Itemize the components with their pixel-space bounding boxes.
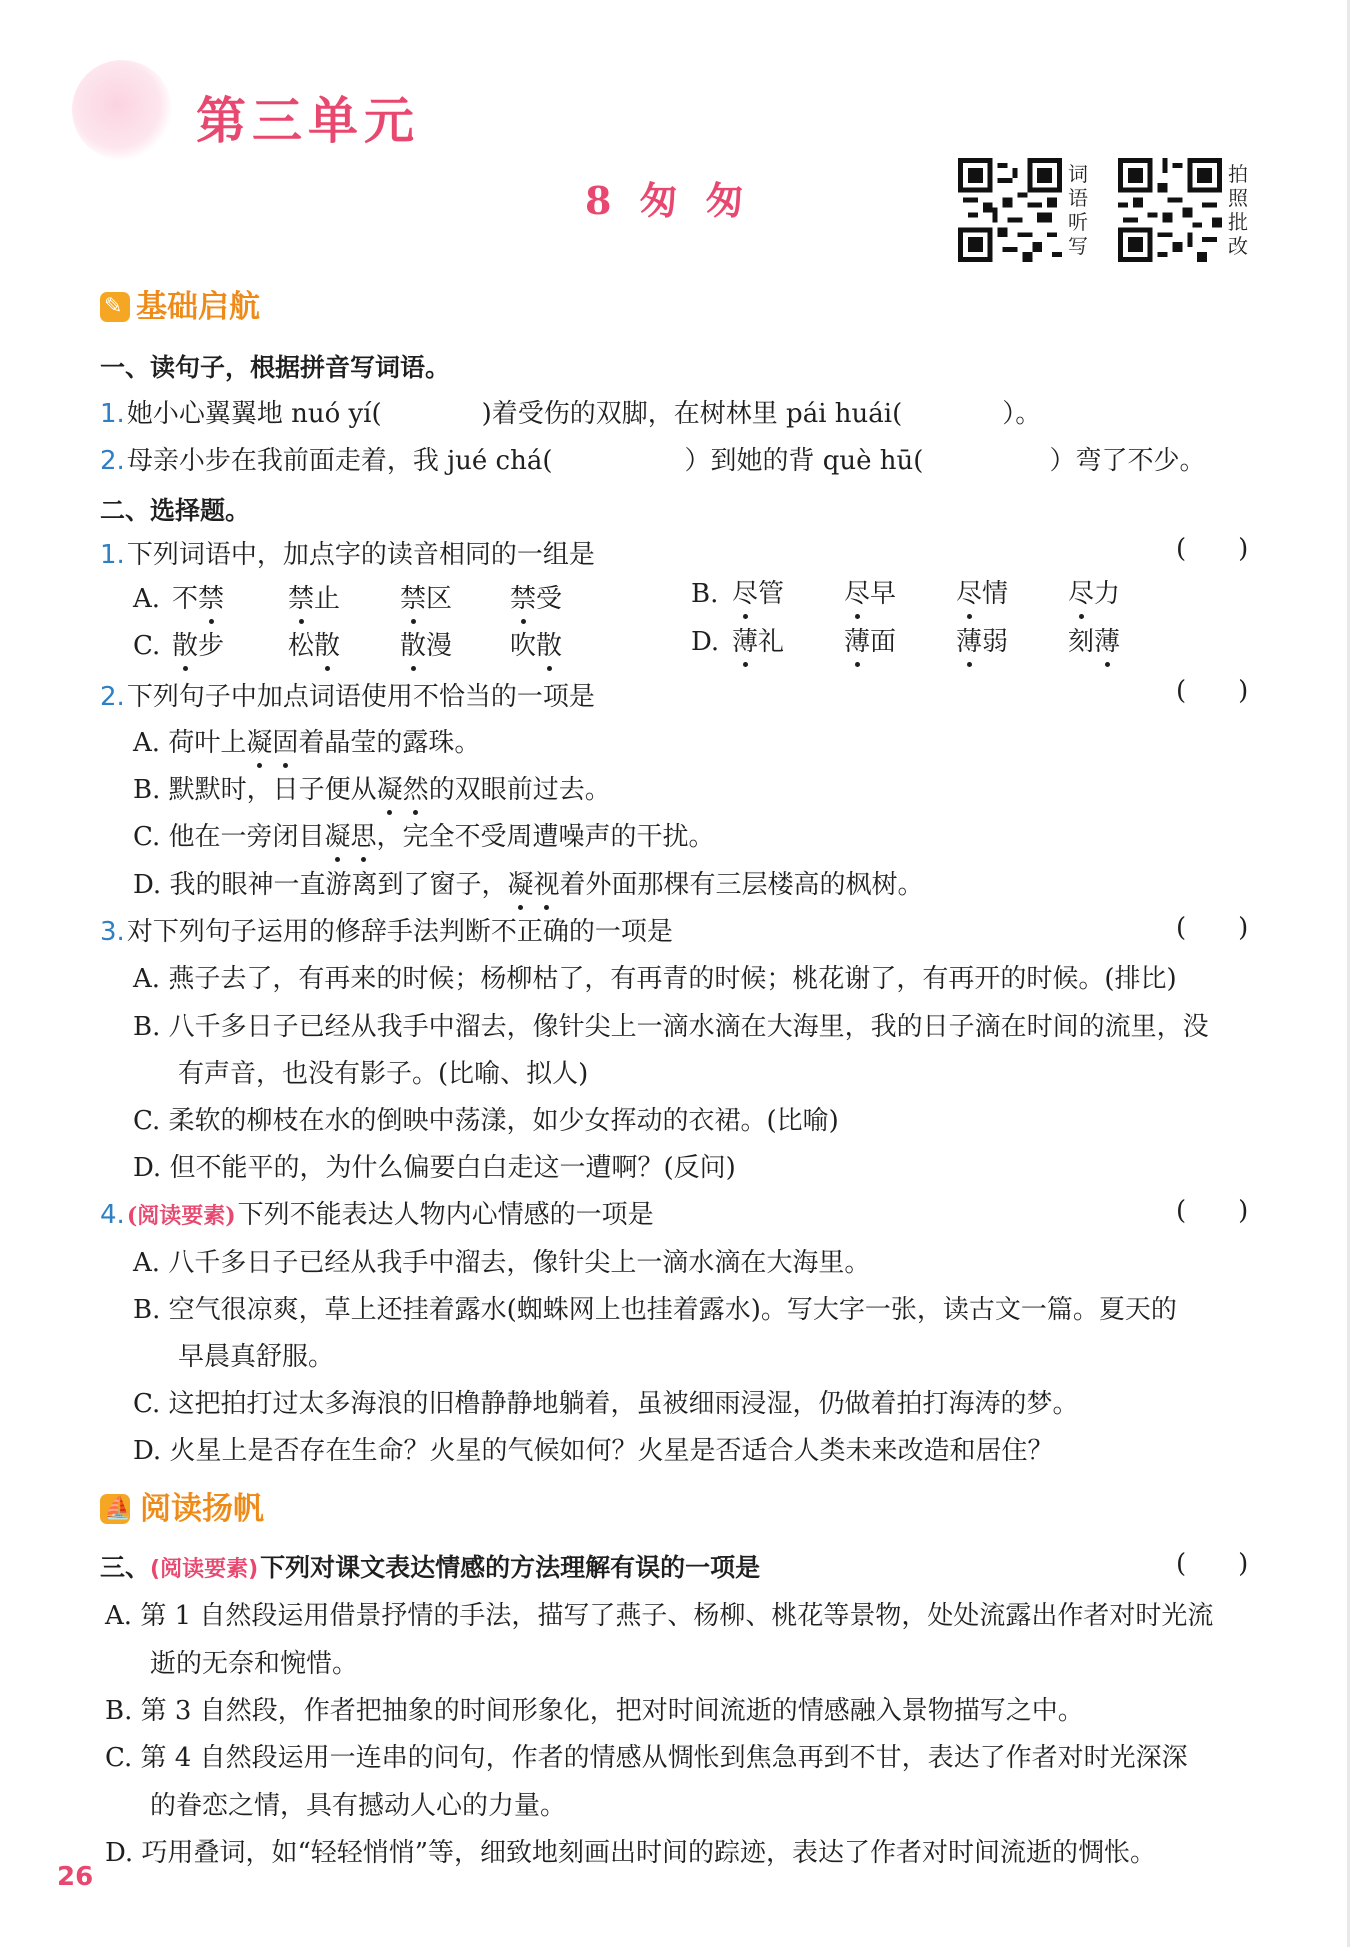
option-b[interactable]: B. 默默时，日子便从凝然的双眼前过去。 <box>133 775 611 805</box>
option-word: 薄礼 <box>732 627 785 657</box>
option-word: 不禁 <box>172 584 225 614</box>
section-reading-title: 阅读扬帆 <box>140 1491 264 1527</box>
option-word: 散漫 <box>400 631 453 661</box>
question-3-title: 三、(阅读要素)下列对课文表达情感的方法理解有误的一项是 <box>100 1553 761 1582</box>
option-c-continued: 的眷恋之情，具有撼动人心的力量。 <box>150 1791 567 1821</box>
option-a-continued: 逝的无奈和惋惜。 <box>150 1649 359 1679</box>
option-b[interactable]: B. 八千多日子已经从我手中溜去，像针尖上一滴水滴在大海里，我的日子滴在时间的流里，没 <box>133 1012 1209 1042</box>
answer-paren[interactable]: ( ) <box>1176 1549 1249 1579</box>
option-word: 禁区 <box>400 584 453 614</box>
option-c[interactable]: C. 他在一旁闭目凝思，完全不受周遭噪声的干扰。 <box>133 822 715 852</box>
lesson-title-char: 匆 <box>639 178 680 223</box>
answer-paren[interactable]: ( ) <box>1176 534 1249 564</box>
option-c[interactable]: C. 这把拍打过太多海浪的旧橹静静地躺着，虽被细雨浸湿，仍做着拍打海涛的梦。 <box>133 1389 1079 1419</box>
option-a[interactable]: A. 燕子去了，有再来的时候；杨柳枯了，有再青的时候；桃花谢了，有再开的时候。(排比) <box>133 964 1177 994</box>
question-2-2-stem: 2.下列句子中加点词语使用不恰当的一项是 <box>100 682 595 712</box>
qr-label-dictation: 词 语 听 写 <box>1068 162 1088 258</box>
option-word: 薄面 <box>844 627 897 657</box>
lesson-title <box>585 178 746 223</box>
option-word: 吹散 <box>510 631 563 661</box>
option-d[interactable]: D. 我的眼神一直游离到了窗子，凝视着外面那棵有三层楼高的枫树。 <box>133 870 924 900</box>
lesson-number: 8 <box>585 178 614 223</box>
question-2-1-stem: 1.下列词语中，加点字的读音相同的一组是 <box>100 540 595 570</box>
answer-paren[interactable]: ( ) <box>1176 1196 1249 1226</box>
option-b[interactable]: B. 第 3 自然段，作者把抽象的时间形象化，把对时间流逝的情感融入景物描写之中。 <box>105 1696 1084 1726</box>
option-d[interactable]: D. 火星上是否存在生命？火星的气候如何？火星是否适合人类未来改造和居住？ <box>133 1436 1054 1466</box>
option-d[interactable]: D. 巧用叠词，如“轻轻悄悄”等，细致地刻画出时间的踪迹，表达了作者对时间流逝的惆怅。 <box>105 1838 1157 1868</box>
option-c[interactable]: C. 柔软的柳枝在水的倒映中荡漾，如少女挥动的衣裙。(比喻) <box>133 1106 839 1136</box>
option-word: 薄弱 <box>956 627 1009 657</box>
question-2-3-stem: 3.对下列句子运用的修辞手法判断不正确的一项是 <box>100 917 673 947</box>
option-label-b[interactable]: B. <box>691 579 719 609</box>
option-b-continued: 有声音，也没有影子。(比喻、拟人) <box>178 1059 589 1089</box>
option-word: 禁止 <box>288 584 341 614</box>
question-2-title: 二、选择题。 <box>100 496 251 525</box>
option-b-continued: 早晨真舒服。 <box>178 1342 335 1372</box>
option-label-c[interactable]: C. <box>133 631 161 661</box>
option-a[interactable]: A. 第 1 自然段运用借景抒情的手法，描写了燕子、杨柳、桃花等景物，处处流露出作者对时光流 <box>105 1601 1214 1631</box>
option-word: 散步 <box>172 631 225 661</box>
question-1-item-1: 1.她小心翼翼地 nuó yí( )着受伤的双脚，在树林里 pái huái( ）。 <box>100 399 1042 429</box>
section-reading-icon: ⛵ <box>100 1494 130 1524</box>
option-word: 尽力 <box>1068 579 1121 609</box>
option-word: 刻薄 <box>1068 627 1121 657</box>
question-1-title: 一、读句子，根据拼音写词语。 <box>100 353 451 382</box>
qr-code-photo-grading[interactable] <box>1118 158 1222 262</box>
option-label-d[interactable]: D. <box>691 627 720 657</box>
unit-decoration <box>72 60 172 160</box>
unit-title: 第三单元 <box>196 91 420 150</box>
option-a[interactable]: A. 荷叶上凝固着晶莹的露珠。 <box>133 728 481 758</box>
answer-paren[interactable]: ( ) <box>1176 676 1249 706</box>
option-b[interactable]: B. 空气很凉爽，草上还挂着露水(蜘蛛网上也挂着露水)。写大字一张，读古文一篇。夏天的 <box>133 1295 1177 1325</box>
section-basic-icon: ✎ <box>100 292 130 322</box>
page-number: 26 <box>57 1862 94 1892</box>
answer-paren[interactable]: ( ) <box>1176 913 1249 943</box>
question-2-4-stem: 4.(阅读要素)下列不能表达人物内心情感的一项是 <box>100 1200 654 1230</box>
section-basic-title: 基础启航 <box>136 289 260 325</box>
option-a[interactable]: A. 八千多日子已经从我手中溜去，像针尖上一滴水滴在大海里。 <box>133 1248 871 1278</box>
question-1-item-2: 2.母亲小步在我前面走着，我 jué chá( ）到她的背 què hū( ）弯了不少。 <box>100 446 1206 476</box>
option-word: 松散 <box>288 631 341 661</box>
option-c[interactable]: C. 第 4 自然段运用一连串的问句，作者的情感从惆怅到焦急再到不甘，表达了作者对时光深深 <box>105 1743 1188 1773</box>
option-label-a[interactable]: A. <box>133 584 161 614</box>
lesson-title-char: 匆 <box>705 178 746 223</box>
option-word: 尽早 <box>844 579 897 609</box>
option-d[interactable]: D. 但不能平的，为什么偏要白白走这一遭啊？(反问) <box>133 1153 736 1183</box>
option-word: 尽情 <box>956 579 1009 609</box>
option-word: 尽管 <box>732 579 785 609</box>
option-word: 禁受 <box>510 584 563 614</box>
qr-code-dictation[interactable] <box>958 158 1062 262</box>
qr-label-photo-grading: 拍 照 批 改 <box>1228 162 1248 258</box>
